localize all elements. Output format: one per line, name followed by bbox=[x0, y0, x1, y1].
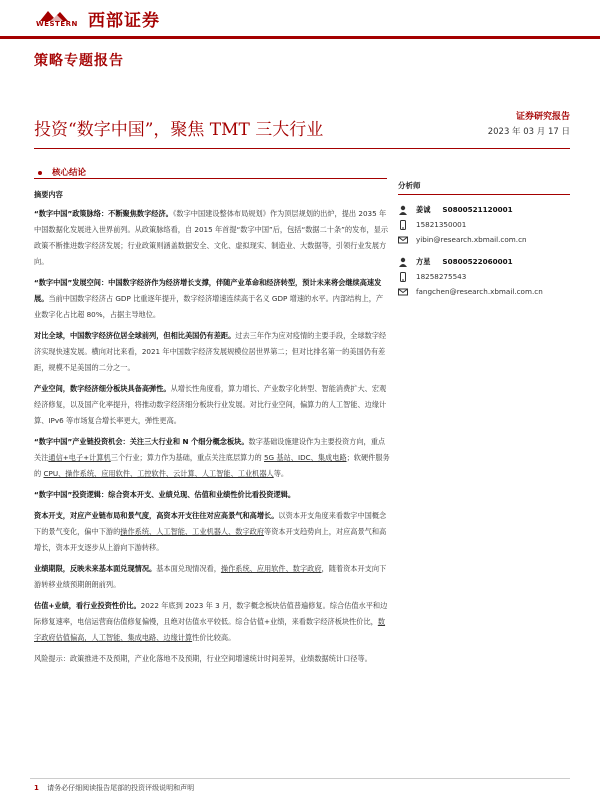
paragraph-valuation bbox=[34, 598, 390, 646]
analyst-email[interactable]: fangchen@research.xbmail.com.cn bbox=[416, 287, 543, 296]
title-divider bbox=[34, 148, 570, 149]
paragraph-global bbox=[34, 328, 390, 376]
analyst-cert: S0800521120001 bbox=[442, 205, 513, 214]
analyst-name-row bbox=[398, 254, 570, 269]
phone-icon bbox=[398, 220, 408, 230]
paragraph-earnings bbox=[34, 561, 390, 593]
paragraph-policy bbox=[34, 206, 390, 270]
para-lead: “数字中国”政策脉络：不断聚焦数字经济。 bbox=[34, 209, 173, 218]
research-tag: 证券研究报告 bbox=[515, 112, 570, 122]
page-number: 1 bbox=[34, 784, 39, 792]
para-text: 三个行业；算力作为基础，重点关注底层算力的 bbox=[110, 453, 264, 462]
core-conclusion-heading bbox=[38, 166, 86, 178]
analyst-name: 姜诚 bbox=[416, 204, 431, 214]
analyst-name-row bbox=[398, 202, 570, 217]
email-icon bbox=[398, 287, 408, 297]
header-bar bbox=[0, 0, 600, 36]
para-text: 风险提示：政策推进不及预期，产业化落地不及预期，行业空间增速统计时间差异，业绩数据统计口径等。 bbox=[34, 654, 372, 663]
para-underline: 操作系统、人工智能、工业机器人、数字政府 bbox=[120, 527, 265, 536]
person-icon bbox=[398, 205, 408, 215]
paragraph-chain bbox=[34, 434, 390, 482]
para-text: 等资本开支趋势向上，对应高景气和高增长，资本开支逐步从上游向下游转移。 bbox=[34, 527, 387, 552]
report-title: 投资“数字中国”，聚焦 TMT 三大行业 bbox=[34, 120, 324, 140]
para-underline: 通信+电子+计算机 bbox=[48, 453, 111, 462]
para-lead: 估值+业绩，看行业投资性价比。 bbox=[34, 601, 141, 610]
para-text: 以资本开支角度来看数字中国概念下的景气变化，偏中下游的 bbox=[34, 511, 387, 536]
para-text: 性价比较高。 bbox=[192, 633, 236, 642]
phone-icon bbox=[398, 272, 408, 282]
analyst-name: 方星 bbox=[416, 256, 431, 266]
doc-type-label: 策略专题报告 bbox=[34, 53, 124, 69]
para-text: ；软硬件服务的 bbox=[34, 453, 390, 478]
analyst-phone: 15821350001 bbox=[416, 220, 467, 229]
bullet-dot-icon bbox=[38, 171, 42, 175]
analyst-email[interactable]: yibin@research.xbmail.com.cn bbox=[416, 235, 527, 244]
footer-disclaimer: 请务必仔细阅读报告尾部的投资评级说明和声明 bbox=[47, 784, 195, 792]
analyst-cert: S0800522060001 bbox=[442, 257, 513, 266]
para-lead: 业绩期限，反映未来基本面兑现情况。 bbox=[34, 564, 157, 573]
footer bbox=[34, 783, 194, 793]
analyst-phone: 18258275543 bbox=[416, 272, 467, 281]
para-lead: “数字中国”产业链投资机会：关注三大行业和 N 个细分概念板块。 bbox=[34, 437, 249, 446]
para-text: 数字基础设施建设作为主要投资方向，重点关注 bbox=[34, 437, 386, 462]
para-underline: 操作系统、应用软件、数字政府 bbox=[220, 564, 322, 573]
analyst-card bbox=[398, 202, 570, 247]
header-rule bbox=[0, 36, 600, 39]
analyst-phone-row bbox=[398, 217, 570, 232]
analyst-email-row[interactable] bbox=[398, 232, 570, 247]
person-icon bbox=[398, 257, 408, 267]
analyst-panel bbox=[398, 178, 570, 299]
para-lead: 产业空间，数字经济细分板块具备高弹性。 bbox=[34, 384, 171, 393]
paragraph-capex bbox=[34, 508, 390, 556]
analyst-card bbox=[398, 254, 570, 299]
email-icon bbox=[398, 235, 408, 245]
para-text: 《数字中国建设整体布局规划》作为顶层规划的出炉，提出 2035 年中国数据化发展进入世界前列。从政策脉络看，自 2015 年首提“数字中国”后，包括“数据二十条”的发布，显示政策不断推进数字经济发展；行业政策则涵盖数据安全、文化、虚拟现实、制造业、大数据等，引领行业发展方向。 bbox=[34, 209, 389, 266]
para-text: 过去三年作为应对疫情的主要手段，全球数字经济实现快速发展。横向对比来看，2021 年中国数字经济发展规模位居世界第二；但对比排名第一的美国仍有差距，规模不足美国的二分之一。 bbox=[34, 331, 387, 372]
paragraph-space bbox=[34, 275, 390, 323]
para-lead: “数字中国”发展空间：中国数字经济作为经济增长支撑，伴随产业革命和经济转型，预计未来将会继续高速发展。 bbox=[34, 278, 382, 303]
analyst-heading: 分析师 bbox=[398, 178, 570, 195]
para-text: 2022 年底到 2023 年 3 月，数字概念板块估值普遍修复。综合估值水平和边际修复速率，电信运营商估值修复偏慢，且绝对估值水平较低。综合估值+业绩，来看数字经济板块性价比， bbox=[34, 601, 388, 626]
analyst-phone-row bbox=[398, 269, 570, 284]
para-text: 从增长性角度看，算力增长、产业数字化转型、智能消费扩大、宏观经济修复，以及国产化率提升，将推动数字经济细分板块行业发展。对比行业空间，偏算力的人工智能、边缘计算、IPv6 等市场复合增长率更大，弹性更高。 bbox=[34, 384, 387, 425]
analyst-email-row[interactable] bbox=[398, 284, 570, 299]
paragraph-industry bbox=[34, 381, 390, 429]
summary-body bbox=[34, 187, 390, 672]
para-text: 等。 bbox=[273, 469, 289, 478]
para-text: ，随着资本开支向下游转移业绩预期朗朗前列。 bbox=[34, 564, 387, 589]
core-conclusion-label: 核心结论 bbox=[52, 168, 87, 178]
para-lead: 对比全球，中国数字经济位居全球前列，但相比美国仍有差距。 bbox=[34, 331, 236, 340]
logo-mark-icon bbox=[36, 8, 78, 30]
para-text: 当前中国数字经济占 GDP 比重逐年提升，数字经济增速连续高于名义 GDP 增速的水平。内部结构上，产业数字化占比超 80%，占据主导地位。 bbox=[34, 294, 384, 319]
para-lead: 资本开支，对应产业链布局和景气度，高资本开支往往对应高景气和高增长。 bbox=[34, 511, 279, 520]
paragraph-logic-heading bbox=[34, 487, 390, 503]
para-underline: 数字政府估值偏高，人工智能、集成电路、边缘计算 bbox=[34, 617, 386, 642]
para-text: 基本面兑现情况看， bbox=[156, 564, 221, 573]
para-underline: CPU、操作系统、应用软件、工控软件、云计算、人工智能、工业机器人 bbox=[43, 469, 274, 478]
paragraph-risk bbox=[34, 651, 390, 667]
core-divider bbox=[34, 178, 387, 179]
report-date: 2023 年 03 月 17 日 bbox=[487, 127, 570, 137]
para-lead: “数字中国”投资逻辑：综合资本开支、业绩兑现、估值和业绩性价比看投资逻辑。 bbox=[34, 490, 296, 499]
logo-text-cn: 西部证券 bbox=[88, 11, 160, 31]
para-underline: 5G 基站、IDC、集成电路 bbox=[263, 453, 347, 462]
logo-text-en: WESTERN bbox=[36, 19, 78, 28]
footer-rule bbox=[30, 778, 570, 779]
brand-logo bbox=[36, 6, 160, 31]
summary-heading: 摘要内容 bbox=[34, 190, 63, 199]
